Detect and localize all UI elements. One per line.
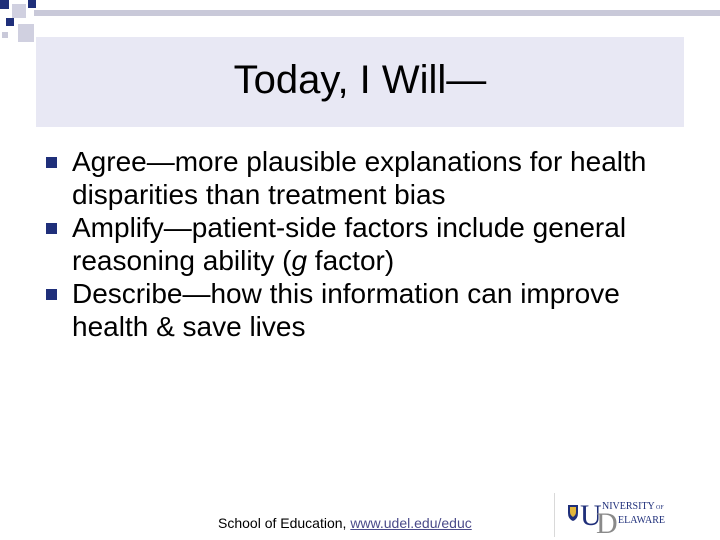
bullet-item-amplify: Amplify—patient-side factors include general reasoning ability (g factor): [44, 211, 684, 277]
g-factor-italic: g: [291, 245, 308, 276]
footer-divider: [554, 493, 555, 537]
logo-wordmark-top: NIVERSITY: [602, 501, 655, 512]
deco-square-3: [28, 0, 36, 8]
title-band: [36, 37, 684, 127]
slide-title: Today, I Will—: [233, 58, 487, 102]
deco-square-5: [18, 24, 34, 42]
bullet-square-icon: [46, 223, 57, 234]
bullet-square-icon: [46, 289, 57, 300]
svg-text:D: D: [596, 507, 618, 537]
bullet-square-icon: [46, 157, 57, 168]
logo-wordmark-of: OF: [656, 505, 664, 511]
bullet-item-describe: Describe—how this information can improve health & save lives: [44, 277, 684, 343]
footer: [218, 515, 472, 531]
bullet-item-agree: Agree—more plausible explanations for health disparities than treatment bias: [44, 145, 684, 211]
deco-square-2: [12, 4, 26, 18]
svg-text:U: U: [580, 499, 602, 532]
bullet-list: [44, 145, 684, 343]
deco-square-1: [0, 0, 9, 9]
deco-square-4: [6, 18, 14, 26]
footer-text: School of Education,: [218, 515, 351, 531]
logo-wordmark-bottom: ELAWARE: [618, 515, 665, 526]
deco-square-6: [2, 32, 8, 38]
footer-link[interactable]: www.udel.edu/educ: [350, 515, 472, 531]
university-of-delaware-logo: [566, 495, 686, 537]
